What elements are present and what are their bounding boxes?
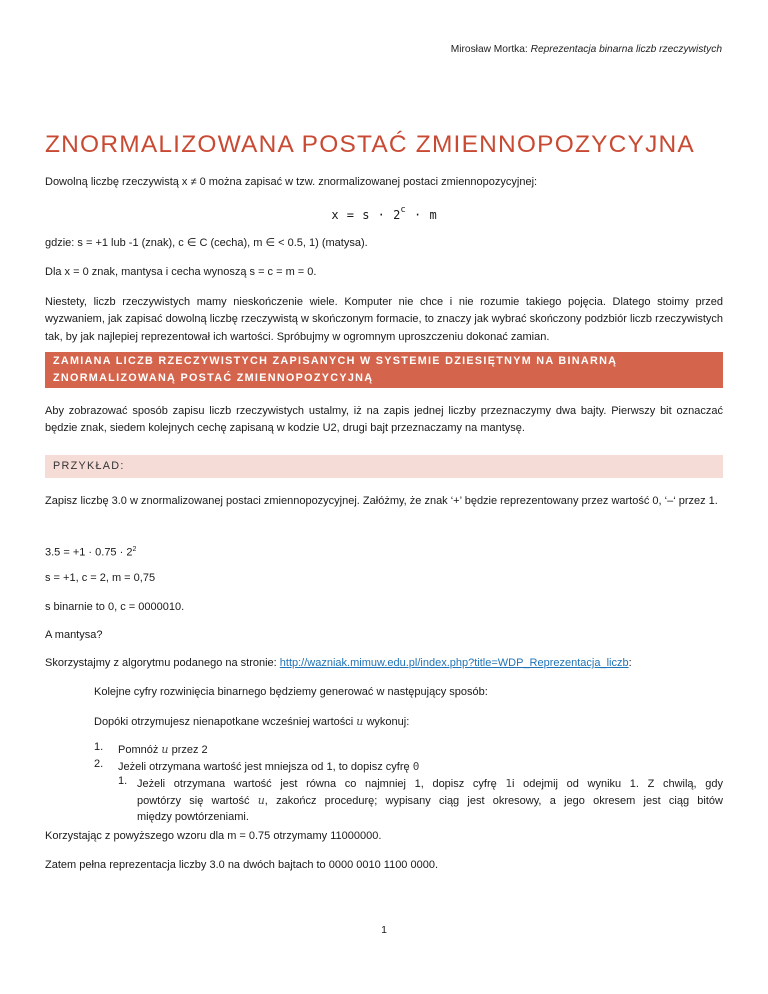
algorithm-link[interactable]: http://wazniak.mimuw.edu.pl/index.php?title=WDP_Reprezentacja_liczb xyxy=(279,657,629,669)
intro-paragraph: Dowolną liczbę rzeczywistą x ≠ 0 można zapisać w tzw. znormalizowanej postaci zmiennopozycyjnej: xyxy=(45,176,538,188)
step-1-number: 1. xyxy=(94,741,104,753)
section-heading-line2: ZNORMALIZOWANĄ POSTAĆ ZMIENNOPOZYCYJNĄ xyxy=(53,372,374,384)
result-full: Zatem pełna reprezentacja liczby 3.0 na dwóch bajtach to 0000 0010 1100 0000. xyxy=(45,859,439,871)
algorithm-reference xyxy=(45,655,723,672)
formula-lhs: x = s · 2 xyxy=(331,208,401,222)
example-heading: PRZYKŁAD: xyxy=(45,455,723,478)
normalized-formula xyxy=(0,205,768,222)
algorithm-reference-suffix: : xyxy=(628,657,632,669)
step-2-prefix: Jeżeli otrzymana wartość jest mniejsza od 1, to dopisz cyfrę xyxy=(118,761,413,773)
example-binary: s binarnie to 0, c = 0000010. xyxy=(45,601,185,613)
infinite-paragraph: Niestety, liczb rzeczywistych mamy nieskończenie wiele. Komputer nie chce i nie rozumie takiego pojęcia. Dlatego stoimy przed wyzwaniem, jak zapisać dowolną liczbę rzeczywistą w skończonym formacie, to znaczy jak wybrać skończony podzbiór liczb rzeczywistych tak, by jak najlepiej reprezentował ich wartości. Spróbujmy w ogromnym uproszczeniu dokonać zamian. xyxy=(45,296,723,343)
step-2-number: 2. xyxy=(94,758,104,770)
example-question: A mantysa? xyxy=(45,629,103,641)
formula-rhs: · m xyxy=(405,208,437,222)
section-intro-paragraph: Aby zobrazować sposób zapisu liczb rzeczywistych ustalmy, iż na zapis jednej liczby przeznaczymy dwa bajty. Pierwszy bit oznaczać będzie znak, siedem kolejnych cechę zapisaną w kodzie U2, drugi bajt przeznaczamy na mantysę. xyxy=(45,405,723,435)
substep-line-1 xyxy=(137,775,723,793)
substep-line1-suffix: i odejmij od wyniku 1. Z chwilą, gdy xyxy=(512,778,723,790)
algorithm-intro: Kolejne cyfry rozwinięcia binarnego będziemy generować w następujący sposób: xyxy=(94,686,488,698)
step-2-text xyxy=(118,758,419,776)
substep-line-2 xyxy=(137,792,723,810)
step-1-prefix: Pomnóż xyxy=(118,744,162,756)
main-title: ZNORMALIZOWANA POSTAĆ ZMIENNOPOZYCYJNA xyxy=(45,131,695,158)
header-title: Reprezentacja binarna liczb rzeczywistych xyxy=(530,44,722,55)
example-equation-main: 3.5 = +1 · 0.75 · 2 xyxy=(45,546,133,559)
step-1-var: u xyxy=(161,743,169,756)
page-number: 1 xyxy=(381,924,387,936)
substep-line2-prefix: powtórzy się wartość xyxy=(137,795,258,807)
section-heading xyxy=(45,352,723,388)
section-heading-line1: ZAMIANA LICZB RZECZYWISTYCH ZAPISANYCH W SYSTEMIE DZIESIĘTNYM NA BINARNĄ xyxy=(53,355,618,367)
where-paragraph: gdzie: s = +1 lub -1 (znak), c ∈ C (cecha), m ∈ < 0.5, 1) (matysa). xyxy=(45,237,368,249)
example-task-paragraph: Zapisz liczbę 3.0 w znormalizowanej postaci zmiennopozycyjnej. Załóżmy, że znak ‘+’ będzie reprezentowany przez wartość 0, ‘–‘ przez 1. xyxy=(45,495,718,507)
example-equation xyxy=(45,541,723,562)
substep-line1-digit: 1 xyxy=(505,777,513,790)
step-1-suffix: przez 2 xyxy=(168,744,208,756)
running-header xyxy=(451,44,722,55)
substep-number: 1. xyxy=(118,775,128,787)
step-1-text xyxy=(118,741,208,759)
step-2-digit: 0 xyxy=(412,760,420,773)
result-mantissa: Korzystając z powyższego wzoru dla m = 0.75 otrzymamy 11000000. xyxy=(45,830,382,842)
zero-case-paragraph: Dla x = 0 znak, mantysa i cecha wynoszą s = c = m = 0. xyxy=(45,266,317,278)
substep-line2-suffix: , zakończ procedurę; wypisany ciąg jest okresowy, a jego okresem jest ciąg bitów xyxy=(264,795,723,807)
loop-line-suffix: wykonuj: xyxy=(363,716,410,728)
loop-line-prefix: Dopóki otrzymujesz nienapotkane wcześniej wartości xyxy=(94,716,357,728)
loop-line-var: u xyxy=(356,715,364,728)
example-values: s = +1, c = 2, m = 0,75 xyxy=(45,572,156,584)
formula-exponent: c xyxy=(400,205,406,215)
algorithm-reference-prefix: Skorzystajmy z algorytmu podanego na stronie: xyxy=(45,657,280,669)
example-equation-exponent: 2 xyxy=(132,546,137,553)
substep-line1-prefix: Jeżeli otrzymana wartość jest równa co najmniej 1, dopisz cyfrę xyxy=(137,778,506,790)
loop-line xyxy=(94,713,409,731)
header-author: Mirosław Mortka: xyxy=(450,44,528,55)
substep-line-3: między powtórzeniami. xyxy=(137,811,249,823)
substep-line2-var: u xyxy=(257,794,265,807)
